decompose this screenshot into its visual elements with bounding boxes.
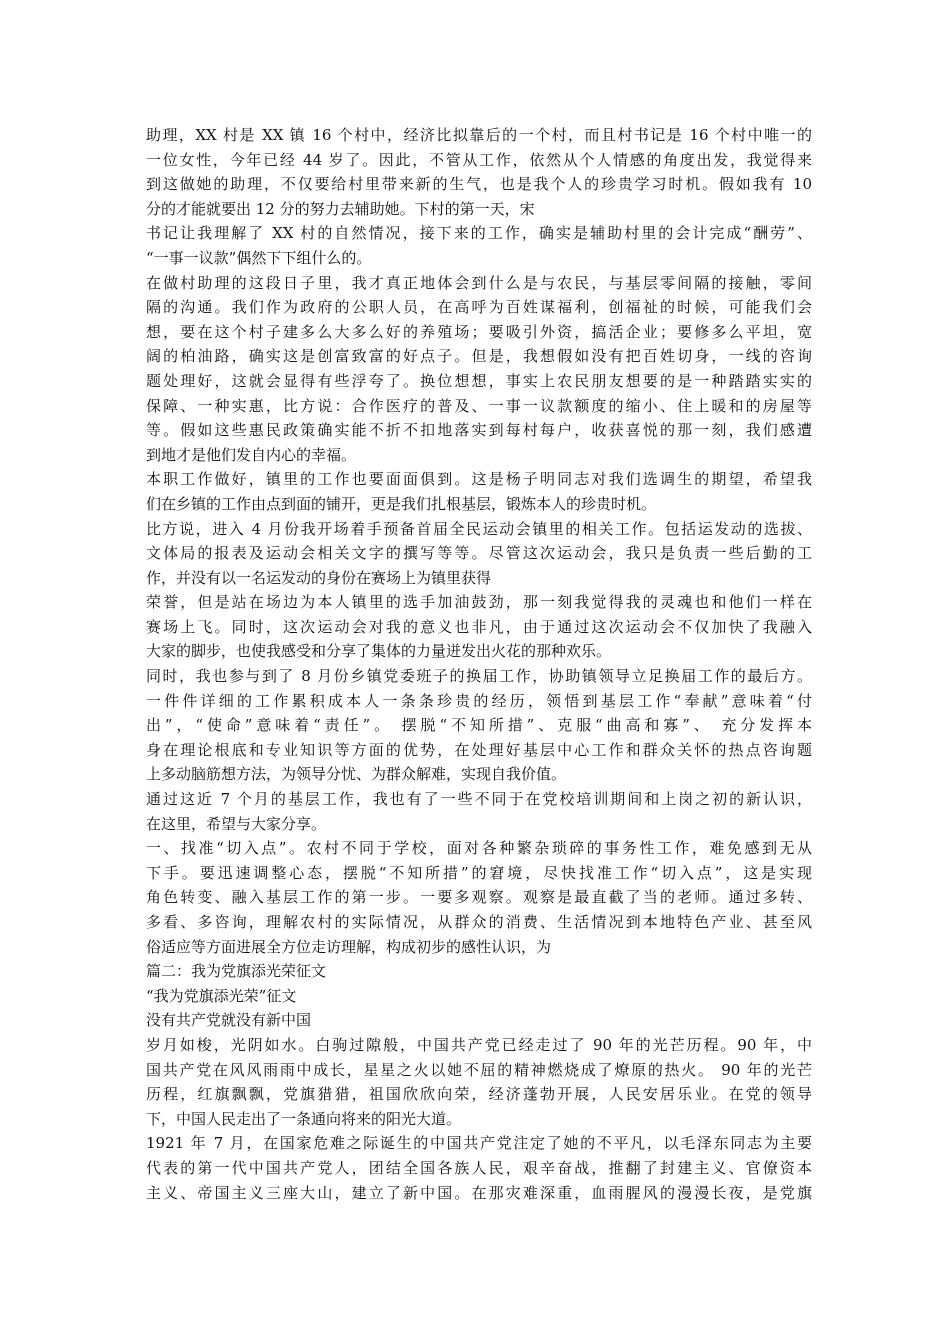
text-line: 隔的沟通。我们作为政府的公职人员，在高呼为百姓谋福利，创福祉的时候，可能我们会: [146, 298, 812, 317]
text-line: 想，要在这个村子建多么大多么好的养殖场；要吸引外资，搞活企业；要修多么平坦，宽: [146, 322, 812, 341]
text-line: 上多动脑筋想方法，为领导分忧、为群众解难，实现自我价值。: [146, 765, 567, 784]
text-line: 下，中国人民走出了一条通向将来的阳光大道。: [146, 1109, 462, 1128]
text-line: 作，并没有以一名运发动的身份在赛场上为镇里获得: [146, 568, 492, 587]
text-line: 大家的脚步，也使我感受和分享了集体的力量迸发出火花的那种欢乐。: [146, 642, 612, 661]
text-line: 文体局的报表及运动会相关文字的撰写等等。尽管这次运动会，我只是负责一些后勤的工: [146, 544, 812, 563]
text-line: 国共产党在风风雨雨中成长，星星之火以她不屈的精神燃烧成了燎原的热火。 90 年的光芒: [146, 1060, 812, 1079]
text-line: “我为党旗添光荣”征文: [146, 986, 297, 1005]
text-line: 岁月如梭，光阴如水。白驹过隙般，中国共产党已经走过了 90 年的光芒历程。90 年，中: [146, 1035, 812, 1054]
text-line: 1921 年 7 月，在国家危难之际诞生的中国共产党注定了她的不平凡，以毛泽东同志为主要: [146, 1134, 812, 1153]
text-line: 下手。要迅速调整心态，摆脱“不知所措”的窘境，尽快找准工作“切入点”，这是实现: [146, 863, 812, 882]
text-line: 本职工作做好，镇里的工作也要面面俱到。这是杨子明同志对我们选调生的期望，希望我: [146, 470, 812, 489]
text-line: 一位女性，今年已经 44 岁了。因此，不管从工作，依然从个人情感的角度出发，我觉得来: [146, 150, 812, 169]
text-line: 主义、帝国主义三座大山，建立了新中国。在那灾难深重，血雨腥风的漫漫长夜，是党旗: [146, 1183, 812, 1202]
text-line: 篇二：我为党旗添光荣征文: [146, 962, 327, 981]
text-line: 角色转变、融入基层工作的第一步。一要多观察。观察是最直截了当的老师。通过多转、: [146, 888, 812, 907]
text-line: 助理，XX 村是 XX 镇 16 个村中，经济比拟靠后的一个村，而且村书记是 16 个村中唯一的: [146, 126, 812, 144]
text-line: 身在理论根底和专业知识等方面的优势，在处理好基层中心工作和群众关怀的热点咨询题: [146, 740, 812, 759]
text-line: 同时，我也参与到了 8 月份乡镇党委班子的换届工作，协助镇领导立足换届工作的最后方。: [146, 667, 812, 686]
text-line: 保障、一种实惠，比方说：合作医疗的普及、一事一议款额度的缩小、住上暖和的房屋等: [146, 396, 812, 415]
text-line: 比方说，进入 4 月份我开场着手预备首届全民运动会镇里的相关工作。包括运发动的选拔、: [146, 519, 812, 538]
text-line: 等。假如这些惠民政策确实能不折不扣地落实到每村每户，收获喜悦的那一刻，我们感遭: [146, 421, 812, 440]
text-line: 到这做她的助理，不仅要给村里带来新的生气，也是我个人的珍贵学习时机。假如我有 10: [146, 175, 812, 194]
text-line: 一、找准“切入点”。农村不同于学校，面对各种繁杂琐碎的事务性工作，难免感到无从: [146, 839, 812, 858]
text-line: 分的才能就要出 12 分的努力去辅助她。下村的第一天，宋: [146, 199, 535, 218]
text-line: 没有共产党就没有新中国: [146, 1011, 312, 1030]
text-line: “一事一议款”偶然下下组什么的。: [146, 248, 372, 267]
text-line: 赛场上飞。同时，这次运动会对我的意义也非凡，由于通过这次运动会不仅加快了我融入: [146, 617, 812, 636]
text-line: 在做村助理的这段日子里，我才真正地体会到什么是与农民，与基层零间隔的接触，零间: [146, 273, 812, 292]
text-line: 俗适应等方面进展全方位走访理解，构成初步的感性认识，为: [146, 937, 552, 956]
text-line: 书记让我理解了 XX 村的自然情况，接下来的工作，确实是辅助村里的会计完成“酬劳”、: [146, 224, 812, 243]
text-line: 一件件详细的工作累积成本人一条条珍贵的经历，领悟到基层工作“奉献”意味着“付: [146, 691, 812, 710]
text-line: 历程，红旗飘飘，党旗猎猎，祖国欣欣向荣，经济蓬勃开展，人民安居乐业。在党的领导: [146, 1085, 812, 1104]
text-line: 题处理好，这就会显得有些浮夸了。换位想想，事实上农民朋友想要的是一种踏踏实实的: [146, 371, 812, 390]
text-line: 多看、多咨询，理解农村的实际情况，从群众的消费、生活情况到本地特色产业、甚至风: [146, 913, 812, 931]
text-line: 出”，“使命”意味着“责任”。 摆脱“不知所措”、克服“曲高和寡”、 充分发挥本: [146, 716, 812, 735]
text-line: 代表的第一代中国共产党人，团结全国各族人民，艰辛奋战，推翻了封建主义、官僚资本: [146, 1158, 812, 1177]
text-line: 阔的柏油路，确实这是创富致富的好点子。但是，我想假如没有把百姓切身，一线的咨询: [146, 347, 812, 366]
text-line: 荣誉，但是站在场边为本人镇里的选手加油鼓劲，那一刻我觉得我的灵魂也和他们一样在: [146, 593, 812, 612]
text-line: 在这里，希望与大家分享。: [146, 814, 327, 833]
text-line: 们在乡镇的工作由点到面的铺开，更是我们扎根基层，锻炼本人的珍贵时机。: [146, 494, 657, 513]
document-page: [146, 123, 812, 1205]
text-line: 通过这近 7 个月的基层工作，我也有了一些不同于在党校培训期间和上岗之初的新认识，: [146, 790, 812, 809]
text-line: 到地才是他们发自内心的幸福。: [146, 445, 357, 464]
